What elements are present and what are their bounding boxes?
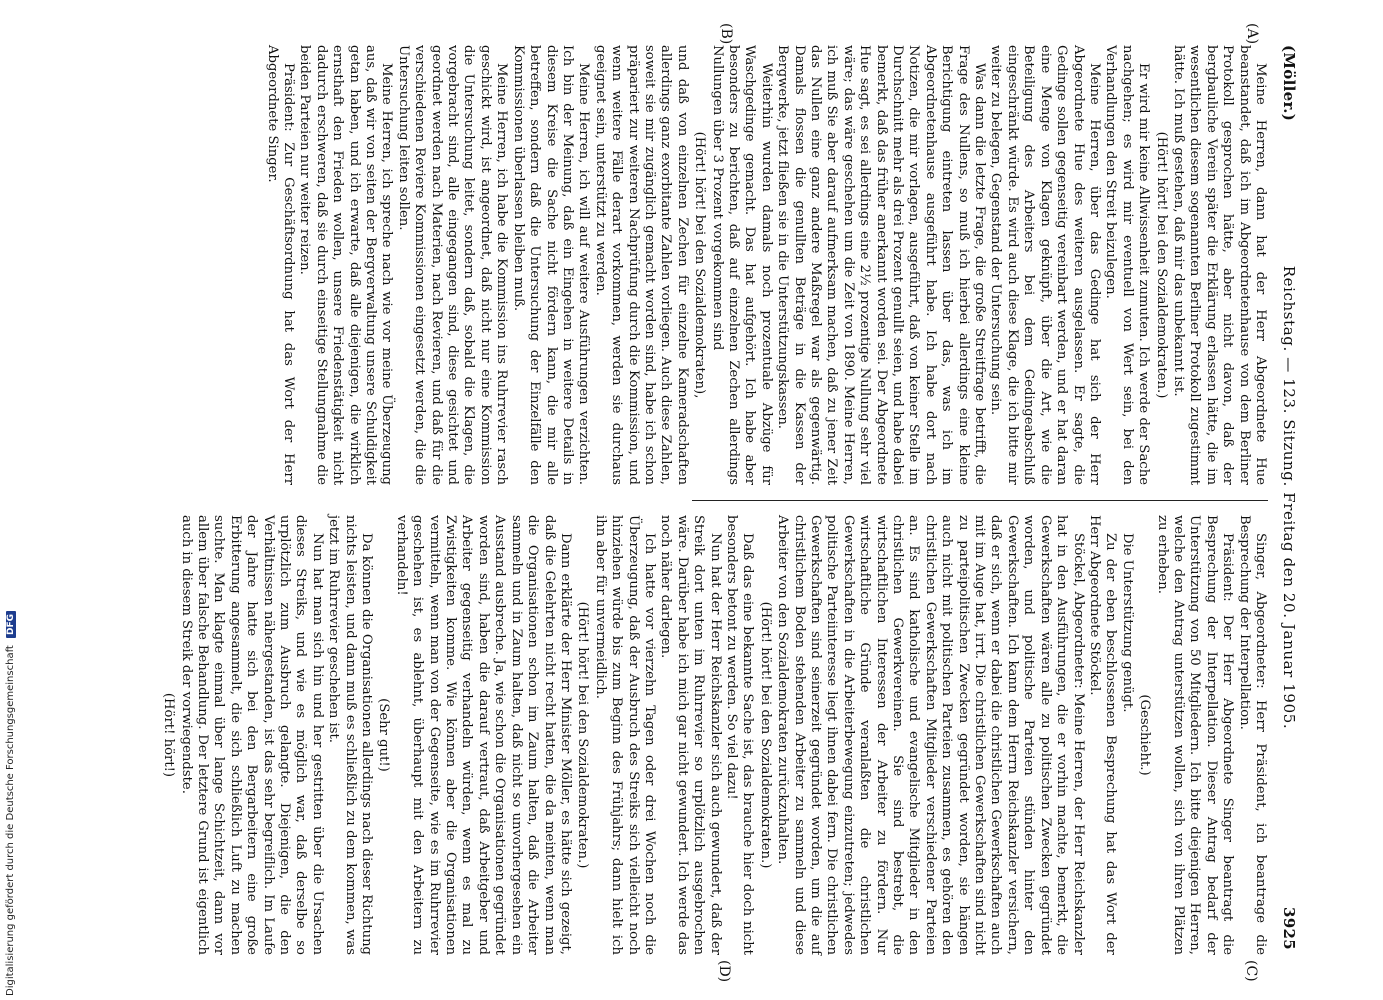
interjection: (Hört! hört! bei den Sozialdemokraten),	[691, 131, 707, 399]
paragraph: Meine Herren, ich will auf weitere Ausführungen verzichten. Ich bin der Meinung, daß ein Eingehen in weitere Details in diesem Kreise die Sache nicht fördern kann, die mir alle betreffen, sondern daß die Untersuchung der Einzelfälle den Kommissionen überlassen bleiben muß.	[510, 45, 591, 485]
left-column	[92, 45, 1268, 485]
interjection: (Hört! hört! bei den Sozialdemokraten.)	[1153, 131, 1169, 399]
interjection: (Sehr gut!)	[375, 698, 391, 772]
paragraph: Nun hat man sich hin und her gestritten über die Ursachen dieses Streiks, und wie es möglich war, daß derselbe so urplötzlich zum Ausbruch gelangte. Diejenigen, die den Verhältnissen nähergestanden, ist das sehr begreiflich. Im Laufe der Jahre hatte sich bei den Bergarbeitern eine große Erbitterung angesammelt, die sich schließlich Luft zu machen suchte. Man klagte einmal über lange Schichtzeit, dann vor allem über falsche Behandlung. Der letztere Grund ist eigentlich auch in diesem Streik der vorwiegendste.	[178, 515, 325, 955]
paragraph: Meine Herren, über das Gedinge hat sich der Herr Abgeordnete Hue des weiteren ausgelassen. Er sagte, die Gedinge sollen gegenseitig vereinbart werden, und er hat daran eine Menge von Klagen geknüpft, über die Art, wie die Beteiligung des Arbeiters bei dem Gedingeabschluß eingeschränkt würde. Es wird auch diese Klage, die ich bitte mir weiter zu belegen, Gegenstand der Untersuchung sein.	[988, 45, 1102, 485]
margin-mark-c: (C)	[1242, 960, 1259, 982]
paragraph: Er wird mir keine Allwissenheit zumuten. Ich werde der Sache nachgehen; es wird mir eventuell von Wert sein, bei den Verhandlungen den Streit beizulegen.	[1102, 45, 1151, 485]
margin-mark-a: (A)	[1243, 23, 1260, 45]
president-remark: Präsident: Zur Geschäftsordnung hat das Wort der Herr Abgeordnete Singer.	[264, 45, 296, 485]
paragraph: Ich hatte vor vierzehn Tagen oder drei Wochen noch die Überzeugung, daß der Ausbruch des Streiks sich vielleicht noch hinziehen würde bis zum Beginn des Frühjahrs; dann hielt ich ihn aber für unvermeidlich.	[592, 515, 657, 955]
interjection: (Hört! hört! bei den Sozialdemokraten.)	[757, 601, 773, 869]
paragraph: Meine Herren, dann hat der Herr Abgeordnete Hue beanstandet, daß ich im Abgeordnetenhause von dem Berliner Protokoll gesprochen hätte, aber nicht davon, daß der bergbauliche Verein später die Erklärung erlassen hätte, die im wesentlichen diesem sogenannten Berliner Protokoll zugestimmt hätte. Ich muß gestehen, daß mir das unbekannt ist.	[1170, 45, 1268, 485]
paragraph: Meine Herren, ich spreche nach wie vor meine Überzeugung aus, daß wir von seiten der Bergverwaltung unsere Schuldigkeit getan haben, und ich erwarte, daß alle diejenigen, die wirklich ernsthaft den Frieden wollen, unsere Friedenstätigkeit nicht dadurch erschweren, daß sie durch einseitige Stellungnahme die beiden Parteien nur weiter reizen.	[296, 45, 394, 485]
paragraph: Dann erklärte der Herr Minister Möller, es hätte sich gezeigt, daß die Gelehrten nicht recht hatten, die da meinten, wenn man die Organisationen schon im Zaum halten, daß die Arbeiter sammeln und in Zaum halten, daß nicht so unvorhergesehen ein Ausstand ausbreche. Ja, wie schon die Organisationen gegründet worden sind, haben die darauf vertraut, daß Arbeitgeber und Arbeiter gegenseitig verhandeln würden, wenn es mal zu Zwistigkeiten komme. Wie können aber die Organisationen vermitteln, wenn man von der Gegenseite, wie es im Ruhrrevier geschehen ist, es ablehnt, überhaupt mit den Arbeitern zu verhandeln!	[393, 515, 573, 955]
interjection: (Hört! hört!)	[160, 692, 176, 778]
paragraph: Da können die Organisationen allerdings nach dieser Richtung nichts leisten, und dann muß es schließlich zu dem kommen, was jetzt im Ruhrrevier geschehen ist.	[325, 515, 374, 955]
scanned-page	[72, 20, 1312, 983]
paragraph: Was dann die letzte Frage, die große Streitfrage betrifft, die Frage des Nullens, so muß ich hierbei allerdings eine kleine Berichtigung eintreten lassen über das, was ich im Abgeordnetenhause ausgeführt habe. Ich habe dort nach Notizen, die mir vorlagen, ausgeführt, daß von keiner Stelle im Durchschnitt mehr als drei Prozent genullt seien, und habe dabei bemerkt, daß das früher anerkannt worden sei. Der Abgeordnete Hue sagt, es sei allerdings eine 2½ prozentige Nullung sehr viel wäre; das wäre geschehen um die Zeit von 1890. Meine Herren, ich muß Sie aber darauf aufmerksam machen, daß zu jener Zeit das Nullen eine ganz andere Maßregel war als gegenwärtig. Damals flossen die genullten Beträge in die Kassen der Bergwerke, jetzt fließen sie in die Unterstützungskassen.	[774, 45, 987, 485]
paragraph: Nun hat der Herr Reichskanzler sich auch gewundert, daß der Streik dort unten im Ruhrrevier so urplötzlich ausgebrochen wäre. Darüber habe ich mich gar nicht gewundert. Ich werde das noch näher darlegen.	[657, 515, 723, 955]
dfg-logo: DFG	[6, 611, 16, 638]
digitization-credit	[4, 6, 18, 996]
paragraph: Die Unterstützung genügt.	[1119, 533, 1135, 713]
margin-mark-b: (B)	[717, 23, 734, 45]
interjection: (Geschieht.)	[1136, 694, 1152, 776]
margin-mark-d: (D)	[715, 960, 732, 983]
right-column	[92, 515, 1268, 955]
page-number: 3925	[1279, 907, 1298, 950]
interjection: (Hört! hört! bei den Sozialdemokraten.)	[574, 601, 590, 869]
paragraph: und daß von einzelnen Zechen für einzelne Kameradschaften allerdings ganz exorbitante Zahlen vorliegen. Auch diese Zahlen, soweit sie mir zugänglich gemacht worden sind, habe ich schon präpariert zur weiteren Nachprüfung durch die Kommission, und wenn weitere Fälle derart vorkommen, werden sie durchaus geeignet sein, unterstützt zu werden.	[592, 45, 690, 485]
speaker-tag: (Möller.)	[1279, 45, 1298, 122]
paragraph: Meine Herren, ich habe die Kommission ins Ruhrrevier rasch geschickt wird, ist angeordnet, daß nicht nur eine Kommission die Untersuchung leitet, sondern daß, sobald die Klagen, die vorgebracht sind, alle eingegangen sind, diese gesichtet und geordnet werden nach Materien, nach Revieren, und daß für die verschiedenen Reviere Kommissionen eingesetzt werden, die die Untersuchung leiten sollen.	[395, 45, 509, 485]
paragraph: Daß das eine bekannte Sache ist, das brauche hier doch nicht besonders betont zu werden. So viel dazu!	[723, 515, 755, 955]
speaker-paragraph: Singer, Abgeordneter: Herr Präsident, ich beantrage die Besprechung der Interpellation.	[1236, 515, 1268, 955]
column-divider	[692, 500, 1268, 501]
speaker-paragraph: Stöckel, Abgeordneter: Meine Herren, der Herr Reichskanzler hat in den Ausführungen, die er vorhin machte, bemerkt, die Gewerkschaften wären alle zu politischen Zwecken gegründet worden, und politische Parteien stünden hinter den Gewerkschaften. Ich kann dem Herrn Reichskanzler versichern, daß er sich, wenn er dabei die christlichen Gewerkschaften auch mit im Auge hat, irrt. Die christlichen Gewerkschaften sind nicht zu parteipolitischen Zwecken gegründet worden, sie hängen auch nicht mit politischen Parteien zusammen, es gehören den christlichen Gewerkschaften Mitglieder verschiedener Parteien an. Es sind katholische und evangelische Mitglieder in den christlichen Gewerkvereinen. Sie sind bestrebt, die wirtschaftlichen Interessen der Arbeiter zu fördern. Nur wirtschaftliche Gründe veranlaßten die christlichen Gewerkschaften in die Arbeiterbewegung einzutreten; jedwedes politische Parteiinteresse liegt ihnen dabei fern. Die christlichen Gewerkschaften sind seinerzeit gegründet worden, um die auf christlichem Boden stehenden Arbeiter zu sammeln und diese Arbeiter von den Sozialdemokraten zurückzuhalten.	[774, 515, 1086, 955]
paragraph: Zu der eben beschlossenen Besprechung hat das Wort der Herr Abgeordnete Stöckel.	[1086, 515, 1118, 955]
credit-text: Digitalisierung gefördert durch die Deutsche Forschungsgemeinschaft	[5, 645, 16, 996]
page-title: Reichstag. — 123. Sitzung. Freitag den 20. Januar 1905.	[1279, 265, 1298, 730]
speaker-paragraph: Präsident: Der Herr Abgeordnete Singer beantragt die Besprechung der Interpellation. Dieser Antrag bedarf der Unterstützung von 50 Mitgliedern. Ich bitte diejenigen Herren, welche den Antrag unterstützen wollen, sich von ihren Plätzen zu erheben.	[1154, 515, 1235, 955]
paragraph: Weiterhin wurden damals noch prozentuale Abzüge für Waschgedinge gemacht. Das hat aufgehört. Ich habe aber besonders zu berichten, daß auf einzelnen Zechen allerdings Nullungen über 3 Prozent vorgekommen sind	[709, 45, 774, 485]
running-head	[1276, 45, 1298, 950]
